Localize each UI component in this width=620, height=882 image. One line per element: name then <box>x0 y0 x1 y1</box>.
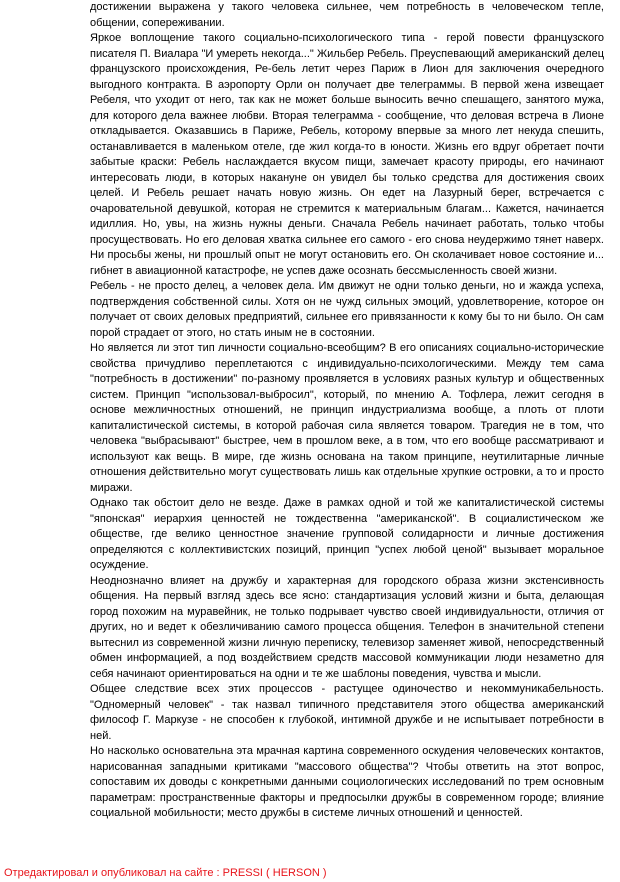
paragraph-7: Общее следствие всех этих процессов - растущее одиночество и некоммуникабельность. "Одномерный человек" - так назвал типичного представителя этого общества американский философ Г. Маркузе - не способен к глубокой, интимной дружбе и не испытывает потребности в ней. <box>90 683 604 742</box>
paragraph-4: Но является ли этот тип личности социально-всеобщим? В его описаниях социально-исторические свойства причудливо переплетаются с индивидуально-психологическими. Между тем сама "потребность в достижении" по-разному проявляется в условиях разных культур и общественных систем. Принцип "использовал-выбросил", который, по мнению А. Тофлера, лежит сегодня в основе межличностных отношений, не принцип индустриализма вообще, а плоть от плоти капиталистической системы, в которой рабочая сила является товаром. Трагедия не в том, что человека "выбрасывают" быстрее, чем в прошлом веке, а в том, что его вообще рассматривают и используют как вещь. В мире, где жизнь основана на таком принципе, неутилитарные личные отношения действительно могут существовать лишь как отдельные хрупкие островки, а то и просто миражи. <box>90 342 604 494</box>
paragraph-2: Яркое воплощение такого социально-психологического типа - герой повести французского писателя П. Виалара "И умереть некогда..." Жильбер Ребель. Преуспевающий американский делец французского происхождения, Ре-бель летит через Париж в Лион для заключения очередного выгодного контракта. В аэропорту Орли он получает две телеграммы. В первой жена извещает Ребеля, что уходит от него, так как не может больше выносить вечно спешащего, занятого мужа, для которого дела важнее любви. Вторая телеграмма - сообщение, что деловая встреча в Лионе откладывается. Оказавшись в Париже, Ребель, которому впервые за много лет некуда спешить, останавливается в маленьком отеле, где жил когда-то в юности. Жизнь его вдруг обретает почти забытые краски: Ребель наслаждается вкусом пищи, замечает красоту природы, его начинают интересовать люди, в которых накануне он увидел бы только средства для достижения своих целей. И Ребель решает начать новую жизнь. Он едет на Лазурный берег, встречается с очаровательной девушкой, которая не стремится к материальным благам... Кажется, начинается идиллия. Но, увы, на жизнь нужны деньги. Сначала Ребель начинает работать, только чтобы просуществовать. Но его деловая хватка сильнее его самого - его снова неудержимо тянет наверх. Ни просьбы жены, ни прошлый опыт не могут остановить его. Он сколачивает новое состояние и... гибнет в авиационной катастрофе, не успев даже осознать бессмысленность своей жизни. <box>90 32 604 277</box>
publisher-footer: Отредактировал и опубликовал на сайте : PRESSI ( HERSON ) <box>4 867 327 879</box>
paragraph-3: Ребель - не просто делец, а человек дела. Им движут не одни только деньги, но и жажда успеха, подтверждения собственной силы. Хотя он не чужд сильных эмоций, удовлетворение, которое он получает от своих деловых предприятий, сильнее его привязанности к кому бы то ни было. Он сам порой страдает от этого, но стать иным не в состоянии. <box>90 280 604 339</box>
paragraph-8: Но насколько основательна эта мрачная картина современного оскудения человеческих контактов, нарисованная западными критиками "массового общества"? Чтобы ответить на этот вопрос, сопоставим их доводы с конкретными данными социологических исследований по трем основным параметрам: пространственные факторы и предпосылки дружбы в современном городе; влияние социальной мобильности; место дружбы в системе личных отношений и ценностей. <box>90 745 604 819</box>
paragraph-1: достижении выражена у такого человека сильнее, чем потребность в человеческом тепле, общении, сопереживании. <box>90 1 604 29</box>
paragraph-5: Однако так обстоит дело не везде. Даже в рамках одной и той же капиталистической системы "японская" иерархия ценностей не тождественна "американской". В социалистическом же обществе, где велико ценностное значение групповой солидарности и личные достижения определяются с коллективистских позиций, принцип "успех любой ценой" вызывает моральное осуждение. <box>90 497 604 571</box>
article-body <box>90 0 604 822</box>
paragraph-6: Неоднозначно влияет на дружбу и характерная для городского образа жизни экстенсивность общения. На первый взгляд здесь все ясно: стандартизация условий жизни и быта, делающая город похожим на муравейник, не только подрывает чувство своей индивидуальности, отличия от других, но и ведет к обезличиванию самого процесса общения. Телефон в значительной степени вытеснил из современной жизни личную переписку, телевизор заменяет живой, непосредственный обмен информацией, а под воздействием средств массовой коммуникации люди незаметно для себя начинают ориентироваться на одни и те же шаблоны поведения, чувства и мысли. <box>90 574 604 680</box>
